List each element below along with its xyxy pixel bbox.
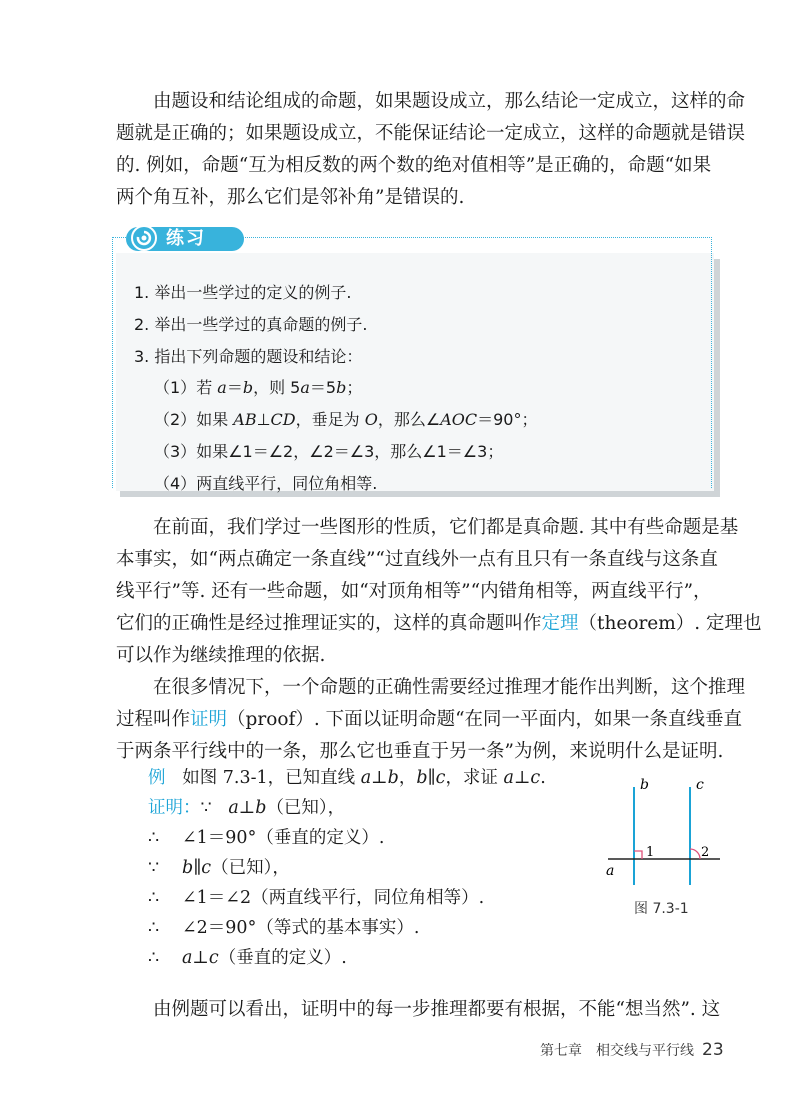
practice-item: 1. 举出一些学过的定义的例子. <box>134 283 352 302</box>
proof-intro-line: 于两条平行线中的一条，那么它也垂直于另一条”为例，来说明什么是证明. <box>116 741 724 762</box>
theorem-paragraph <box>116 512 762 672</box>
label-b: b <box>640 777 649 793</box>
proof-intro-line: 在很多情况下，一个命题的正确性需要经过推理才能作出判断，这个推理 <box>153 677 746 698</box>
practice-item: 2. 举出一些学过的真命题的例子. <box>134 315 368 334</box>
theorem-line: 线平行”等. 还有一些命题，如“对顶角相等”“内错角相等，两直线平行”， <box>116 581 712 602</box>
proof-intro-line: 过程叫作证明（proof）. 下面以证明命题“在同一平面内，如果一条直线垂直 <box>116 709 743 730</box>
figure-caption: 图 7.3-1 <box>634 901 689 917</box>
page-footer <box>540 1040 724 1060</box>
page-number: 23 <box>702 1040 724 1060</box>
label-angle-2: 2 <box>701 845 710 860</box>
label-a: a <box>606 863 615 879</box>
theorem-line: 它们的正确性是经过推理证实的，这样的真命题叫作定理（theorem）. 定理也 <box>116 613 762 634</box>
closing-line: 由例题可以看出，证明中的每一步推理都要有根据，不能“想当然”. 这 <box>153 999 721 1020</box>
intro-line: 的. 例如，命题“互为相反数的两个数的绝对值相等”是正确的，命题“如果 <box>116 155 712 176</box>
practice-subitem: （2）如果 AB⊥CD，垂足为 O，那么∠AOC＝90°； <box>154 410 538 429</box>
practice-dotted-frame <box>112 237 712 488</box>
practice-subitem: （4）两直线平行，同位角相等. <box>154 474 378 493</box>
pencil-circle-icon <box>130 224 158 252</box>
intro-line: 题就是正确的；如果题设成立，不能保证结论一定成立，这样的命题就是错误 <box>116 123 746 144</box>
practice-tab <box>126 227 244 251</box>
label-angle-1: 1 <box>646 845 655 860</box>
practice-subitem: （3）如果∠1＝∠2，∠2＝∠3，那么∠1＝∠3； <box>154 442 504 461</box>
figure-7-3-1 <box>600 775 730 915</box>
box-shadow <box>714 259 720 497</box>
intro-line: 由题设和结论组成的命题，如果题设成立，那么结论一定成立，这样的命 <box>153 91 746 112</box>
theorem-line: 本事实，如“两点确定一条直线”“过直线外一点有且只有一条直线与这条直 <box>116 549 718 570</box>
angle-2-arc <box>690 849 700 859</box>
practice-box <box>112 228 720 497</box>
practice-item: 3. 指出下列命题的题设和结论： <box>134 347 363 366</box>
proof-step: ∴ a⊥c（垂直的定义）. <box>148 948 347 968</box>
chapter-title: 第七章 相交线与平行线 <box>540 1043 694 1059</box>
practice-title: 练习 <box>166 228 206 249</box>
proof-step: ∴ ∠1＝∠2（两直线平行，同位角相等）. <box>148 888 485 908</box>
intro-paragraph <box>116 86 746 214</box>
example-statement: 例 如图 7.3-1，已知直线 a⊥b，b∥c，求证 a⊥c. <box>148 768 546 788</box>
closing-paragraph <box>116 994 726 1026</box>
proof-intro-paragraph <box>116 672 746 768</box>
label-c: c <box>696 777 704 793</box>
practice-subitem: （1）若 a＝b，则 5a＝5b； <box>154 378 363 397</box>
proof-step: ∴ ∠2＝90°（等式的基本事实）. <box>148 918 420 938</box>
theorem-line: 在前面，我们学过一些图形的性质，它们都是真命题. 其中有些命题是基 <box>153 517 739 538</box>
right-angle-mark <box>634 851 642 859</box>
term-proof: 证明 <box>190 709 228 730</box>
term-theorem: 定理 <box>541 613 579 634</box>
theorem-line: 可以作为继续推理的依据. <box>116 645 326 666</box>
proof-step: 证明：∵ a⊥b（已知）， <box>148 798 346 818</box>
proof-label: 证明： <box>148 798 201 818</box>
example-label: 例 <box>148 768 166 788</box>
proof-step: ∵ b∥c（已知）， <box>148 858 290 878</box>
intro-line: 两个角互补，那么它们是邻补角”是错误的. <box>116 187 465 208</box>
proof-step: ∴ ∠1＝90°（垂直的定义）. <box>148 828 385 848</box>
